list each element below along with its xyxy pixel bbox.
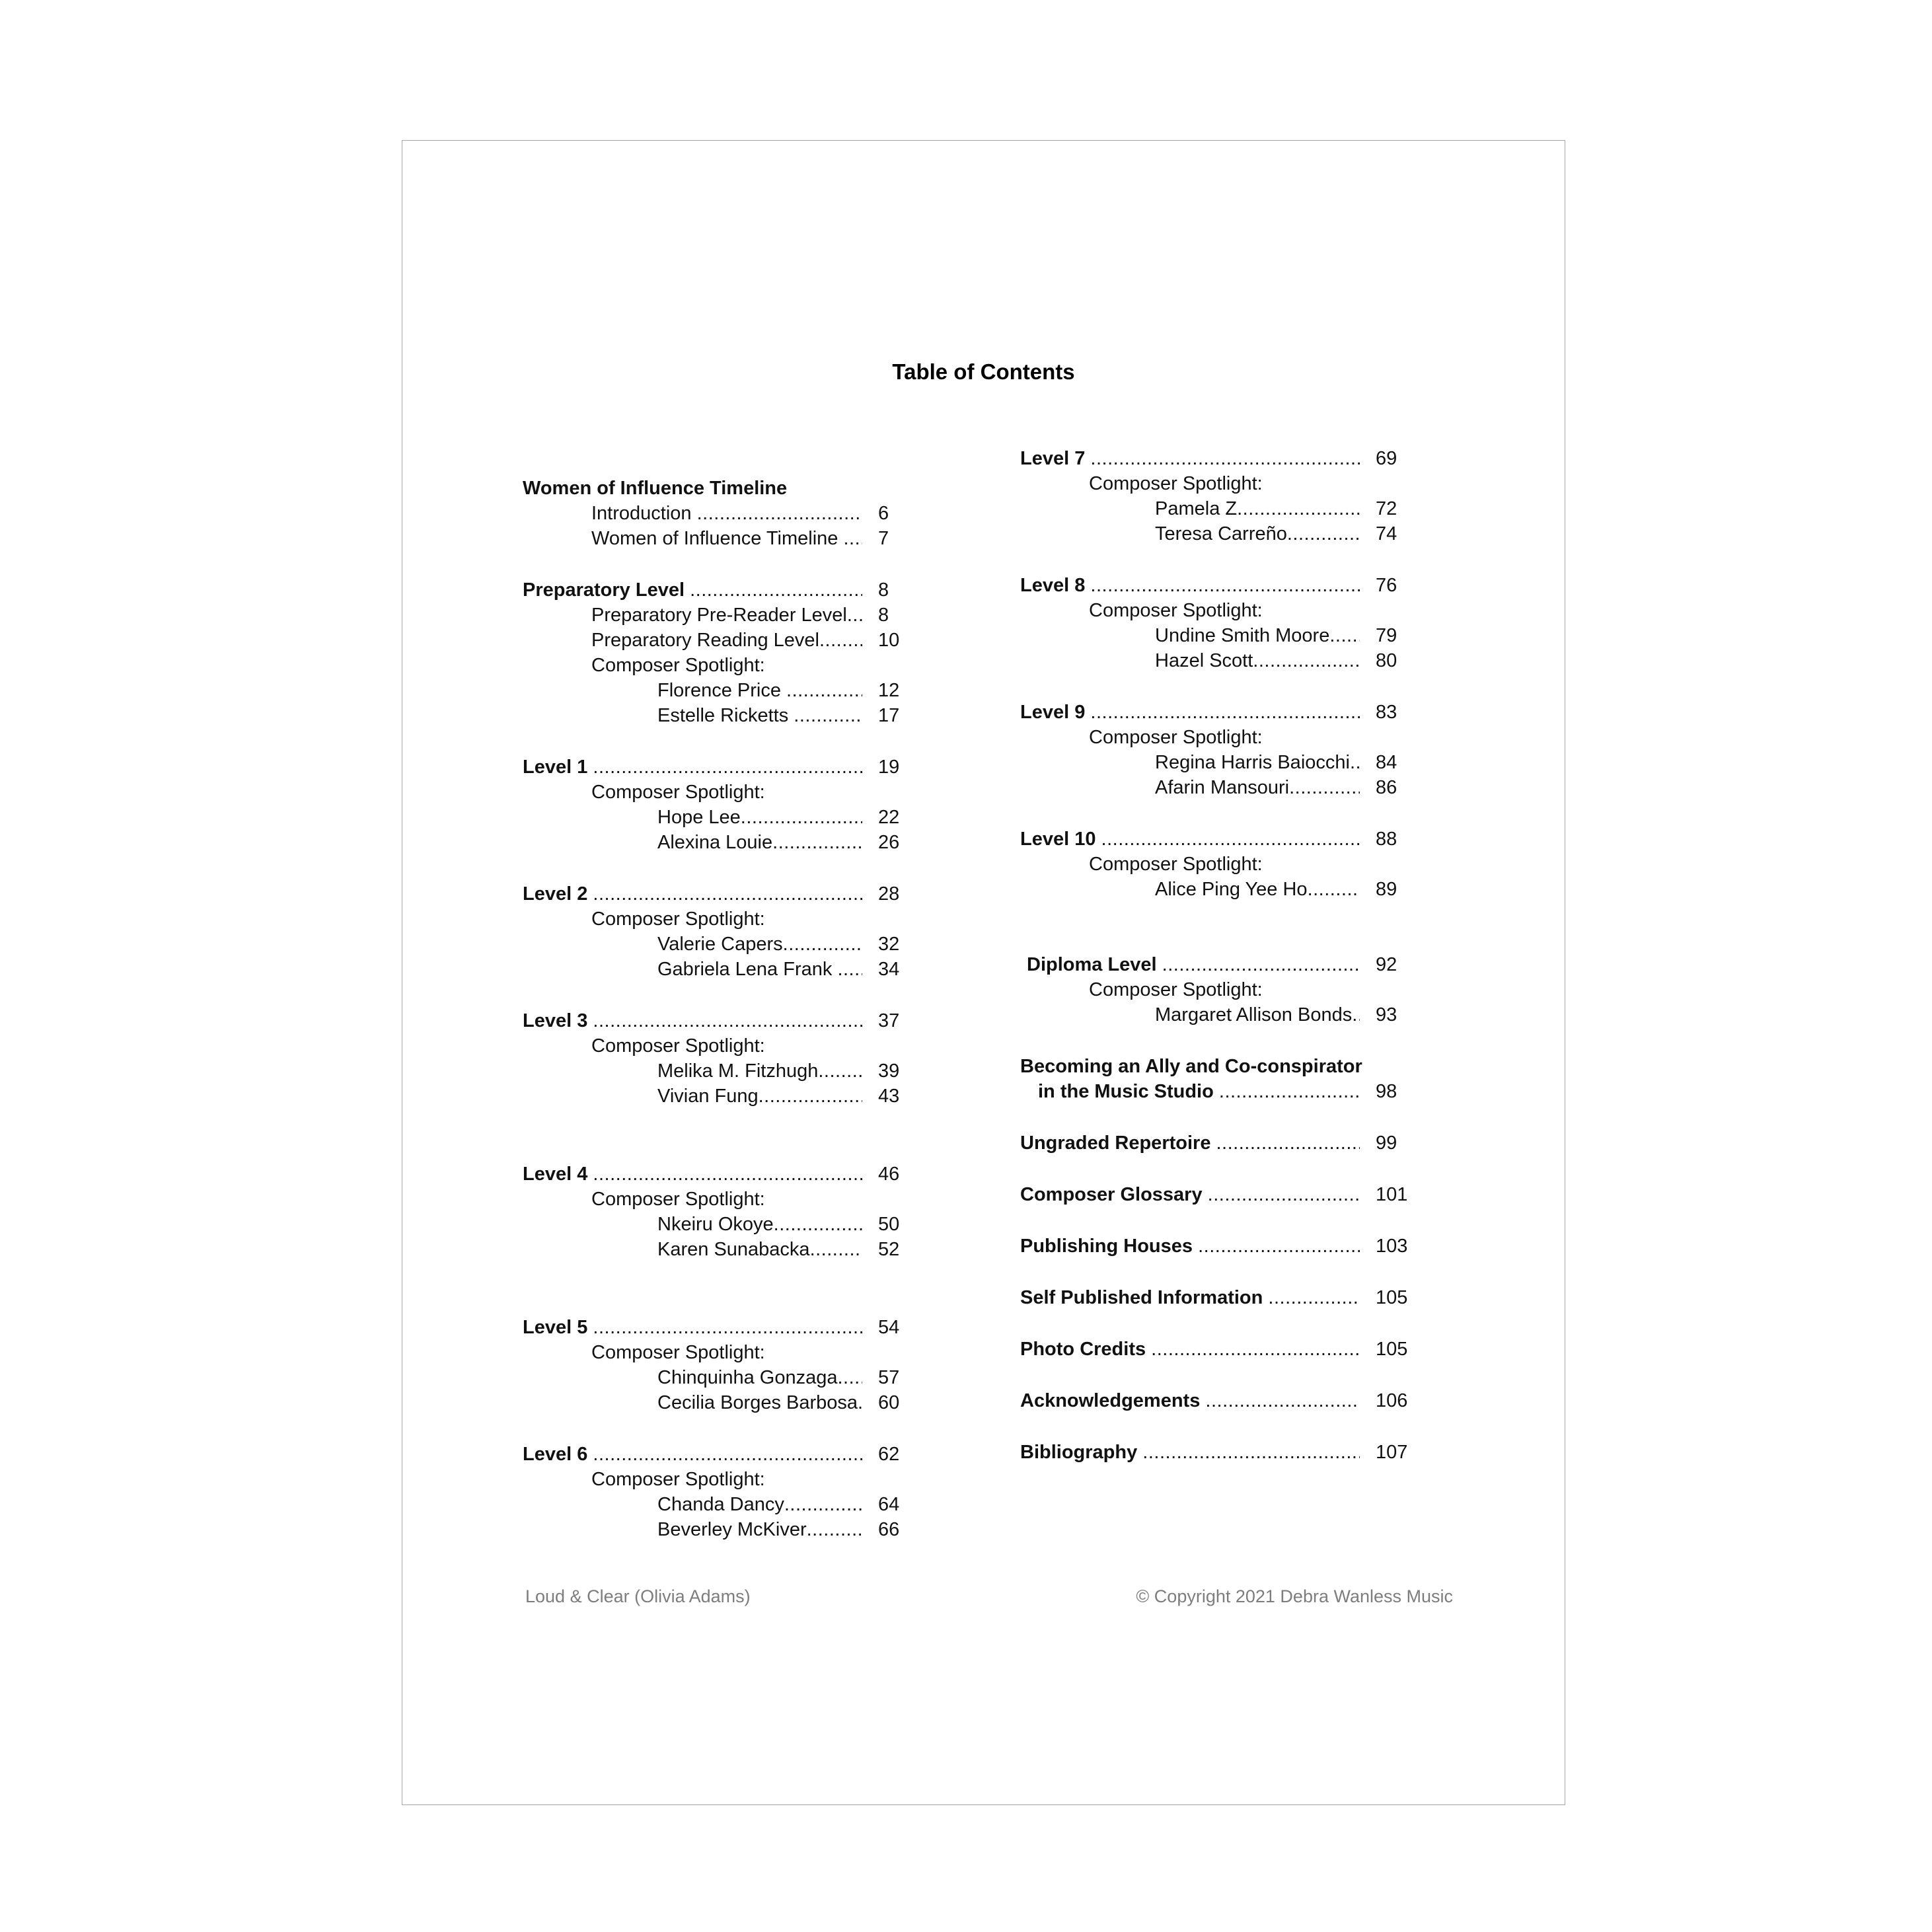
toc-section <box>523 755 914 855</box>
dot-leader <box>819 628 862 653</box>
dot-leader <box>818 1059 862 1084</box>
dot-leader <box>837 957 862 982</box>
toc-entry-label: Gabriela Lena Frank <box>657 959 838 980</box>
toc-entry-label: Hazel Scott <box>1155 650 1253 671</box>
toc-section-heading-row <box>1020 1337 1411 1362</box>
dot-leader <box>593 1315 862 1340</box>
dot-leader <box>1090 446 1360 471</box>
toc-entry-row <box>1020 977 1411 1002</box>
toc-entry-label: Afarin Mansouri <box>1155 777 1290 798</box>
page-number: 50 <box>878 1214 900 1235</box>
toc-section-heading-row <box>1020 952 1411 977</box>
page-number: 103 <box>1376 1236 1408 1257</box>
toc-section <box>523 1315 914 1415</box>
toc-entry-label: Level 4 <box>523 1164 593 1185</box>
toc-section-heading-row <box>1020 1388 1411 1413</box>
toc-entry-label: Preparatory Level <box>523 579 690 601</box>
toc-entry-row <box>523 1187 914 1212</box>
dot-leader <box>1090 573 1360 598</box>
toc-entry-row <box>523 1033 914 1059</box>
dot-leader <box>1308 877 1360 902</box>
toc-section-heading-row <box>523 1162 914 1187</box>
page-number: 46 <box>878 1164 900 1185</box>
toc-section <box>1020 1388 1411 1413</box>
dot-leader <box>593 881 862 907</box>
toc-section <box>1020 1182 1411 1207</box>
dot-leader <box>593 1008 862 1033</box>
toc-entry-label: Composer Spotlight: <box>591 782 765 803</box>
toc-entry-row <box>523 526 914 551</box>
toc-entry-label: Composer Spotlight: <box>1089 854 1263 875</box>
toc-section-heading-row <box>1020 1234 1411 1259</box>
toc-section-heading-row <box>1020 827 1411 852</box>
dot-leader <box>1142 1440 1360 1465</box>
toc-section <box>1020 1440 1411 1465</box>
toc-entry-row <box>1020 775 1411 800</box>
toc-section-heading-row <box>523 577 914 603</box>
page-number: 37 <box>878 1010 900 1031</box>
toc-entry-label: Composer Spotlight: <box>591 1469 765 1490</box>
toc-entry-row <box>523 1390 914 1415</box>
toc-entry-label: Acknowledgements <box>1020 1390 1206 1411</box>
toc-section-heading-row <box>523 881 914 907</box>
dot-leader <box>1350 750 1360 775</box>
toc-entry-label: Chanda Dancy <box>657 1494 784 1515</box>
dot-leader <box>741 805 862 830</box>
toc-entry-label: Margaret Allison Bonds <box>1155 1004 1353 1025</box>
toc-section-heading-row <box>1020 1131 1411 1156</box>
dot-leader <box>783 932 862 957</box>
page-number: 64 <box>878 1494 900 1515</box>
dot-leader <box>690 577 862 603</box>
toc-entry-row <box>523 1517 914 1542</box>
dot-leader <box>1162 952 1360 977</box>
page-number: 8 <box>878 605 889 626</box>
page-number: 54 <box>878 1317 900 1338</box>
page-number: 43 <box>878 1086 900 1107</box>
dot-leader <box>593 755 862 780</box>
toc-entry-label: Level 1 <box>523 757 593 778</box>
toc-entry-label: Vivian Fung <box>657 1086 759 1107</box>
document-page <box>402 140 1565 1805</box>
toc-section-heading-row <box>523 755 914 780</box>
toc-entry-label: Composer Spotlight: <box>591 655 765 676</box>
toc-entry-row <box>523 1237 914 1262</box>
toc-entry-row <box>1020 1002 1411 1027</box>
toc-entry-label: Level 5 <box>523 1317 593 1338</box>
dot-leader <box>1289 775 1360 800</box>
toc-entry-label: Karen Sunabacka <box>657 1239 810 1260</box>
dot-leader <box>1253 648 1360 673</box>
toc-section <box>1020 700 1411 800</box>
dot-leader <box>1237 496 1360 521</box>
dot-leader <box>847 603 862 628</box>
toc-entry-row <box>1020 750 1411 775</box>
dot-leader <box>844 526 863 551</box>
toc-entry-label: Composer Glossary <box>1020 1184 1208 1205</box>
dot-leader <box>593 1162 862 1187</box>
toc-entry-label: Chinquinha Gonzaga <box>657 1367 838 1388</box>
page-number: 79 <box>1376 625 1397 646</box>
toc-column-left <box>523 476 914 1542</box>
toc-section <box>523 476 914 551</box>
toc-entry-row <box>523 603 914 628</box>
page-number: 98 <box>1376 1081 1397 1102</box>
toc-entry-label: Cecilia Borges Barbosa <box>657 1392 858 1413</box>
toc-section-heading-row <box>1020 1440 1411 1465</box>
page-number: 93 <box>1376 1004 1397 1025</box>
toc-entry-row <box>523 1084 914 1109</box>
toc-entry-row <box>523 830 914 855</box>
toc-entry-row <box>523 957 914 982</box>
toc-entry-label: Undine Smith Moore <box>1155 625 1330 646</box>
toc-entry-row <box>523 932 914 957</box>
toc-column-right <box>1020 446 1411 1542</box>
toc-entry-label: Level 9 <box>1020 702 1091 723</box>
toc-entry-label: Level 6 <box>523 1444 593 1465</box>
toc-entry-label: Composer Spotlight: <box>591 1342 765 1363</box>
page-number: 72 <box>1376 498 1397 519</box>
toc-entry-label: Women of Influence Timeline <box>591 528 844 549</box>
toc-entry-label: Self Published Information <box>1020 1287 1269 1308</box>
page-number: 74 <box>1376 523 1397 544</box>
page-number: 6 <box>878 503 889 524</box>
dot-leader <box>1329 623 1360 648</box>
toc-section <box>1020 1285 1411 1310</box>
toc-entry-row <box>523 628 914 653</box>
toc-entry-row <box>1020 877 1411 902</box>
toc-entry-row <box>523 1467 914 1492</box>
dot-leader <box>1151 1337 1360 1362</box>
toc-section-heading-row <box>523 1008 914 1033</box>
toc-entry-label: Composer Spotlight: <box>591 1035 765 1057</box>
toc-entry-row <box>523 805 914 830</box>
dot-leader <box>1268 1285 1360 1310</box>
toc-entry-label: Composer Spotlight: <box>1089 727 1263 748</box>
toc-section <box>523 1162 914 1262</box>
toc-entry-row <box>523 1365 914 1390</box>
toc-entry-label: Level 3 <box>523 1010 593 1031</box>
toc-section-heading-row <box>1020 1182 1411 1207</box>
toc-entry-row <box>523 780 914 805</box>
page-number: 83 <box>1376 702 1397 723</box>
toc-section <box>523 1442 914 1542</box>
toc-entry-row <box>1020 471 1411 496</box>
dot-leader <box>1101 827 1360 852</box>
toc-entry-row <box>1020 852 1411 877</box>
dot-leader <box>858 1390 862 1415</box>
toc-entry-row <box>1020 648 1411 673</box>
toc-section <box>523 577 914 728</box>
page-number: 22 <box>878 807 900 828</box>
toc-entry-row <box>1020 623 1411 648</box>
toc-entry-label: Bibliography <box>1020 1442 1143 1463</box>
toc-entry-row <box>523 678 914 703</box>
toc-entry-label: Introduction <box>591 503 697 524</box>
page-number: 107 <box>1376 1442 1408 1463</box>
toc-entry-label: Level 8 <box>1020 575 1091 596</box>
dot-leader <box>807 1517 862 1542</box>
toc-section-heading-row <box>523 1315 914 1340</box>
toc-section <box>1020 1234 1411 1259</box>
toc-section-heading-row <box>1020 700 1411 725</box>
toc-entry-label: Ungraded Repertoire <box>1020 1133 1216 1154</box>
dot-leader <box>1090 700 1360 725</box>
toc-section-heading-row <box>1020 446 1411 471</box>
dot-leader <box>697 501 862 526</box>
toc-entry-label: Photo Credits <box>1020 1339 1152 1360</box>
page-number: 88 <box>1376 829 1397 850</box>
toc-entry-row <box>1020 598 1411 623</box>
dot-leader <box>837 1365 862 1390</box>
page-footer <box>525 1585 1453 1608</box>
toc-entry-label: Nkeiru Okoye <box>657 1214 774 1235</box>
dot-leader <box>1352 1002 1360 1027</box>
dot-leader <box>794 703 862 728</box>
toc-section-heading-row <box>523 1442 914 1467</box>
toc-entry-label: Composer Spotlight: <box>1089 473 1263 494</box>
toc-entry-row <box>523 1059 914 1084</box>
toc-entry-row <box>523 1492 914 1517</box>
page-number: 7 <box>878 528 889 549</box>
page-number: 66 <box>878 1519 900 1540</box>
toc-entry-row <box>523 703 914 728</box>
dot-leader <box>1208 1182 1360 1207</box>
page-number: 62 <box>878 1444 900 1465</box>
toc-entry-label: Regina Harris Baiocchi <box>1155 752 1350 773</box>
toc-entry-label: Preparatory Reading Level <box>591 630 819 651</box>
toc-entry-row <box>1020 725 1411 750</box>
page-number: 8 <box>878 579 889 601</box>
page-number: 105 <box>1376 1287 1408 1308</box>
dot-leader <box>1205 1388 1360 1413</box>
toc-entry-label: in the Music Studio <box>1038 1081 1219 1102</box>
page-number: 19 <box>878 757 900 778</box>
dot-leader <box>810 1237 862 1262</box>
toc-entry-label: Teresa Carreño <box>1155 523 1287 544</box>
page-number: 106 <box>1376 1390 1408 1411</box>
page-number: 60 <box>878 1392 900 1413</box>
dot-leader <box>772 830 862 855</box>
toc-entry-label: Composer Spotlight: <box>1089 600 1263 621</box>
dot-leader <box>774 1212 862 1237</box>
toc-entry-label: Becoming an Ally and Co-conspirator <box>1020 1056 1362 1077</box>
toc-entry-label: Diploma Level <box>1027 954 1162 975</box>
page-number: 10 <box>878 630 900 651</box>
dot-leader <box>1219 1079 1360 1104</box>
toc-section-heading-row <box>523 476 914 501</box>
toc-entry-label: Pamela Z <box>1155 498 1238 519</box>
toc-entry-label: Women of Influence Timeline <box>523 478 788 499</box>
page-number: 84 <box>1376 752 1397 773</box>
page-number: 26 <box>878 832 900 853</box>
page-number: 69 <box>1376 448 1397 469</box>
toc-entry-label: Level 7 <box>1020 448 1091 469</box>
toc-section <box>1020 952 1411 1027</box>
toc-entry-label: Publishing Houses <box>1020 1236 1199 1257</box>
page-number: 105 <box>1376 1339 1408 1360</box>
dot-leader <box>759 1084 862 1109</box>
toc-entry-label: Level 2 <box>523 883 593 905</box>
page-number: 39 <box>878 1060 900 1082</box>
dot-leader <box>593 1442 862 1467</box>
dot-leader <box>786 678 862 703</box>
toc-entry-label: Level 10 <box>1020 829 1101 850</box>
page-number: 28 <box>878 883 900 905</box>
toc-entry-row <box>523 1212 914 1237</box>
page-number: 101 <box>1376 1184 1408 1205</box>
toc-section <box>1020 1131 1411 1156</box>
toc-entry-row <box>1020 496 1411 521</box>
dot-leader <box>1287 521 1360 546</box>
toc-entry-label: Hope Lee <box>657 807 741 828</box>
page-number: 89 <box>1376 879 1397 900</box>
toc-section-heading-row <box>1020 1054 1411 1079</box>
toc-section <box>1020 1337 1411 1362</box>
toc-entry-label: Alexina Louie <box>657 832 773 853</box>
page-number: 17 <box>878 705 900 726</box>
page-number: 80 <box>1376 650 1397 671</box>
dot-leader <box>784 1492 862 1517</box>
toc-entry-label: Composer Spotlight: <box>1089 979 1263 1000</box>
toc-section <box>1020 827 1411 902</box>
page-number: 32 <box>878 934 900 955</box>
toc-entry-label: Composer Spotlight: <box>591 1189 765 1210</box>
footer-copyright: © Copyright 2021 Debra Wanless Music <box>1136 1586 1453 1606</box>
page-title: Table of Contents <box>892 359 1075 384</box>
page-number: 34 <box>878 959 900 980</box>
toc-entry-label: Composer Spotlight: <box>591 909 765 930</box>
page-number: 92 <box>1376 954 1397 975</box>
toc-entry-label: Valerie Capers <box>657 934 783 955</box>
footer-book-title: Loud & Clear (Olivia Adams) <box>525 1586 751 1606</box>
toc-entry-label: Beverley McKiver <box>657 1519 807 1540</box>
toc-section-heading-row <box>1020 573 1411 598</box>
toc-section <box>1020 1054 1411 1104</box>
page-number: 86 <box>1376 777 1397 798</box>
toc-entry-row <box>523 907 914 932</box>
toc-entry-label: Florence Price <box>657 680 787 701</box>
dot-leader <box>1198 1234 1360 1259</box>
toc-section <box>1020 446 1411 546</box>
toc-section <box>523 881 914 982</box>
toc-entry-label: Preparatory Pre-Reader Level <box>591 605 847 626</box>
page-number: 99 <box>1376 1133 1397 1154</box>
page-number: 52 <box>878 1239 900 1260</box>
toc-entry-row <box>523 1340 914 1365</box>
toc-section-heading-row <box>1020 1079 1411 1104</box>
toc-entry-row <box>1020 521 1411 546</box>
toc-section-heading-row <box>1020 1285 1411 1310</box>
toc-entry-label: Alice Ping Yee Ho <box>1155 879 1308 900</box>
page-number: 12 <box>878 680 900 701</box>
toc-section <box>1020 573 1411 673</box>
toc-section <box>523 1008 914 1109</box>
page-number: 57 <box>878 1367 900 1388</box>
page-number: 76 <box>1376 575 1397 596</box>
toc-entry-label: Melika M. Fitzhugh <box>657 1060 819 1082</box>
toc-entry-row <box>523 653 914 678</box>
toc-entry-row <box>523 501 914 526</box>
toc-entry-label: Estelle Ricketts <box>657 705 794 726</box>
dot-leader <box>1216 1131 1360 1156</box>
toc-columns <box>402 446 1565 1542</box>
